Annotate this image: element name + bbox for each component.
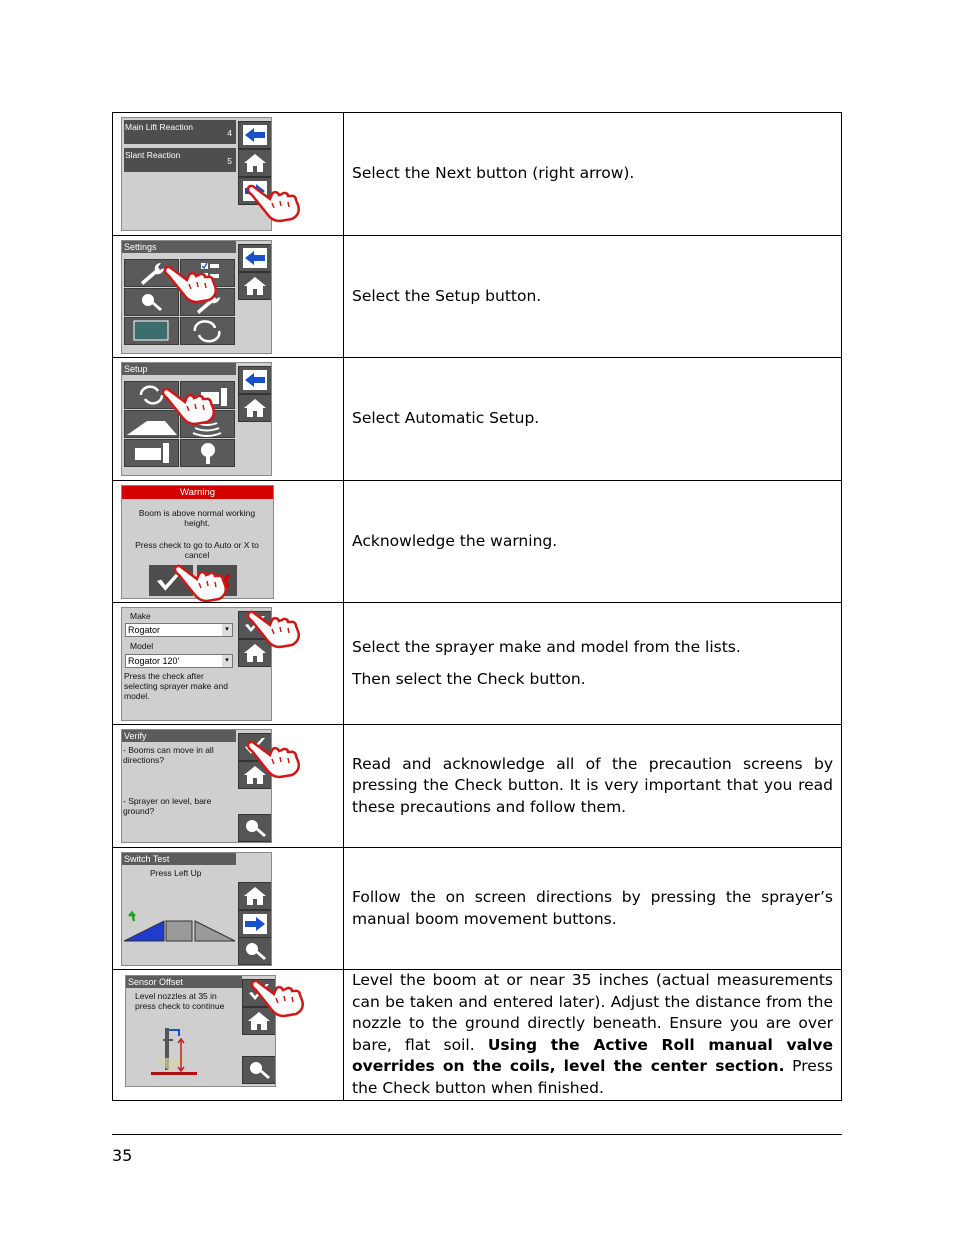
sensor-offset-instruction-1: Level nozzles at 35 in <box>135 991 217 1001</box>
screen-title-switch-test: Switch Test <box>122 853 236 865</box>
instruction-text-2: Select the Setup button. <box>352 286 542 305</box>
instruction-text-4: Acknowledge the warning. <box>352 531 558 550</box>
pointing-hand-icon <box>246 183 306 223</box>
back-arrow-icon <box>243 370 267 390</box>
pointing-hand-icon <box>163 264 223 304</box>
back-arrow-icon <box>243 248 267 268</box>
instruction-text-8a: Level the boom at or near 35 inches (actual measurements can be taken and entered later). Adjust the distance from the nozzle to the ground directly beneath. Ensure you are over bare, flat soil. <box>352 971 833 1054</box>
home-icon <box>243 886 267 906</box>
screen-cell-3 <box>113 358 344 481</box>
display-icon <box>125 318 178 344</box>
model-select-value: Rogator 120' <box>128 656 180 666</box>
boom-diagram <box>122 899 237 949</box>
back-arrow-icon <box>243 125 267 145</box>
screen-cell-5 <box>113 603 344 725</box>
slant-reaction-value: 5 <box>227 156 232 166</box>
make-label: Make <box>130 611 151 621</box>
instruction-1 <box>344 113 842 236</box>
screen-cell-6 <box>113 725 344 848</box>
page-number: 35 <box>112 1146 133 1165</box>
home-icon <box>243 276 267 296</box>
pointing-hand-icon <box>246 739 306 779</box>
pointing-hand-icon <box>173 563 233 603</box>
up-arrow-icon <box>129 913 135 921</box>
screen-cell-8 <box>113 970 344 1101</box>
screen-cell-7 <box>113 848 344 970</box>
warning-message-2: Press check to go to Auto or X to cancel <box>135 540 259 560</box>
footer-rule <box>112 1134 842 1135</box>
pointing-hand-icon <box>161 386 221 426</box>
instruction-6 <box>344 725 842 848</box>
instruction-2 <box>344 236 842 358</box>
left-boom-wing <box>124 921 164 941</box>
diagnostics-icon <box>181 440 234 466</box>
dropdown-arrow-icon: ▾ <box>222 655 232 667</box>
screen-title-setup: Setup <box>122 363 236 375</box>
verify-question-1: - Booms can move in all directions? <box>123 745 214 765</box>
refresh-icon <box>181 318 234 344</box>
home-button[interactable] <box>238 882 272 910</box>
instruction-5 <box>344 603 842 725</box>
magnifier-icon <box>139 292 163 312</box>
verify-question-2: - Sprayer on level, bare ground? <box>123 796 212 816</box>
sensor-offset-instruction-2: press check to continue <box>135 1001 225 1011</box>
screen-switch-test <box>121 852 272 966</box>
magnifier-icon <box>243 818 267 838</box>
next-button[interactable] <box>238 910 272 938</box>
screen-cell-4 <box>113 481 344 603</box>
slant-reaction-label: Slant Reaction <box>125 150 181 160</box>
make-select[interactable] <box>125 623 233 637</box>
home-icon <box>243 398 267 418</box>
valve-icon <box>125 440 178 466</box>
instruction-7 <box>344 848 842 970</box>
magnifier-icon <box>243 941 267 961</box>
screen-cell-1 <box>113 113 344 236</box>
switch-test-prompt: Press Left Up <box>150 868 202 878</box>
instruction-text-5b: Then select the Check button. <box>352 669 586 688</box>
make-model-note: Press the check after selecting sprayer make and model. <box>124 671 228 701</box>
main-lift-reaction-label: Main Lift Reaction <box>125 122 194 132</box>
pointing-hand-icon <box>246 609 306 649</box>
next-arrow-icon <box>243 914 267 934</box>
display-tile[interactable] <box>124 317 179 345</box>
instruction-8 <box>344 970 842 1101</box>
pointing-hand-icon <box>250 978 310 1018</box>
diagnostics-tile[interactable] <box>180 439 235 467</box>
instruction-text-6: Read and acknowledge all of the precaution screens by pressing the Check button. It is very important that you read these precautions and follow them. <box>352 754 833 816</box>
screen-title-settings: Settings <box>122 241 236 253</box>
steps-table <box>112 112 842 1101</box>
model-label: Model <box>130 641 154 651</box>
instruction-text-5a: Select the sprayer make and model from the lists. <box>352 638 741 656</box>
main-lift-reaction-row <box>124 120 236 144</box>
warning-title-bar: Warning <box>122 486 273 499</box>
home-button[interactable] <box>238 394 272 422</box>
search-button[interactable] <box>242 1056 276 1084</box>
screen-cell-2 <box>113 236 344 358</box>
back-button[interactable] <box>238 121 272 149</box>
instruction-3 <box>344 358 842 481</box>
instruction-4 <box>344 481 842 603</box>
screen-title-sensor-offset: Sensor Offset <box>126 976 242 988</box>
dropdown-arrow-icon: ▾ <box>222 624 232 636</box>
home-button[interactable] <box>238 149 272 177</box>
model-select[interactable] <box>125 654 233 668</box>
nozzle-height-diagram <box>151 1022 221 1082</box>
screen-title-verify: Verify <box>122 730 236 742</box>
search-button[interactable] <box>238 814 272 842</box>
search-button[interactable] <box>238 937 272 965</box>
magnifier-icon <box>247 1060 271 1080</box>
main-lift-reaction-value: 4 <box>227 128 232 138</box>
center-section <box>166 921 192 941</box>
slant-reaction-row <box>124 148 236 172</box>
instruction-text-3: Select Automatic Setup. <box>352 409 540 428</box>
warning-message-1: Boom is above normal working height. <box>138 508 256 528</box>
instruction-text-8-bold: Using the Active Roll manual valve overrides on the coils, level the center section. <box>352 1035 833 1075</box>
home-icon <box>243 153 267 173</box>
units-tile[interactable] <box>180 317 235 345</box>
home-button[interactable] <box>238 272 272 300</box>
instruction-text-1: Select the Next button (right arrow). <box>352 164 635 183</box>
right-boom-wing <box>195 921 235 941</box>
make-select-value: Rogator <box>128 625 161 635</box>
instruction-text-7: Follow the on screen directions by pressing the sprayer’s manual boom movement buttons. <box>352 888 833 928</box>
valve-tile[interactable] <box>124 439 179 467</box>
back-button[interactable] <box>238 244 272 272</box>
back-button[interactable] <box>238 366 272 394</box>
instruction-text-8c: Press the Check button when finished. <box>352 1057 833 1097</box>
